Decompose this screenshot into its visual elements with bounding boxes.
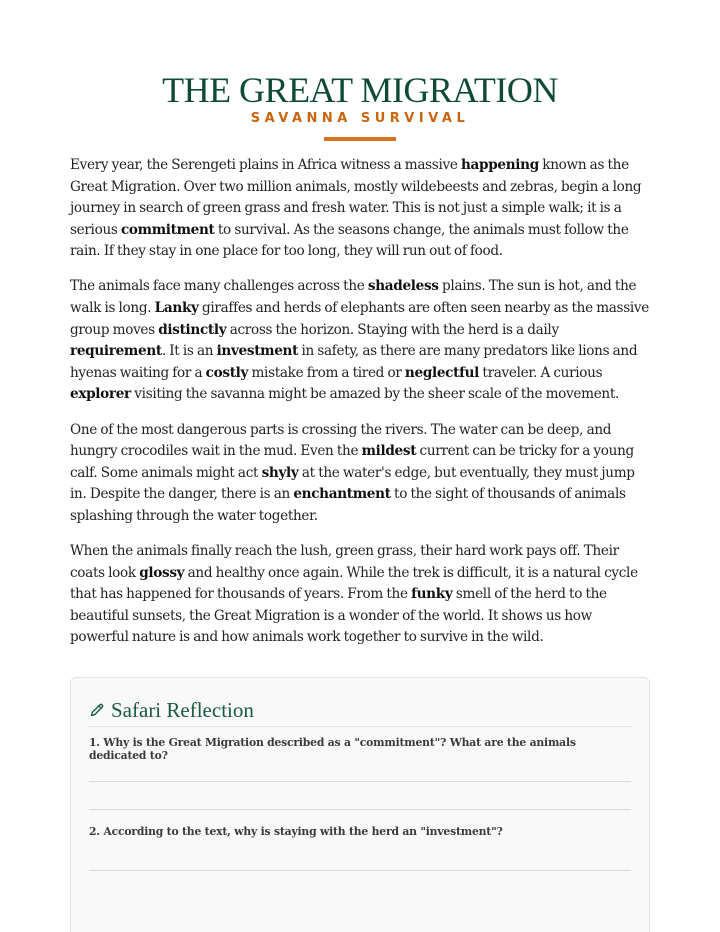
page-subtitle: SAVANNA SURVIVAL xyxy=(250,111,470,126)
vocab-word: Lanky xyxy=(154,300,199,317)
vocab-word: enchantment xyxy=(293,486,391,503)
answer-line[interactable] xyxy=(89,809,631,810)
vocab-word: commitment xyxy=(120,221,215,238)
vocab-word: neglectful xyxy=(404,364,480,381)
vocab-word: funky xyxy=(411,586,453,603)
page-title: THE GREAT MIGRATION xyxy=(162,70,558,110)
vocab-word: requirement xyxy=(70,343,162,360)
reflection-title: Safari Reflection xyxy=(111,698,254,722)
question-1: 1. Why is the Great Migration described as a "commitment"? What are the animals dedicated to? xyxy=(89,736,576,762)
story-paragraph: The animals face many challenges across the shadeless plains. The sun is hot, and the walk is long. Lanky giraffes and herds of elephants are often seen nearby as the massive group moves distinctly across the horizon. Staying with the herd is a daily requirement. It is an investment in safety, as there are many predators like lions and hyenas waiting for a costly mistake from a tired or neglectful traveler. A curious explorer visiting the savanna might be amazed by the sheer scale of the movement. xyxy=(70,278,649,403)
title-divider xyxy=(324,137,396,141)
reflection-header xyxy=(89,698,631,727)
vocab-word: shyly xyxy=(261,464,299,481)
question-2: 2. According to the text, why is staying with the herd an "investment"? xyxy=(89,825,503,838)
vocab-word: distinctly xyxy=(158,321,227,338)
story-paragraph: When the animals finally reach the lush, green grass, their hard work pays off. Their coats look glossy and healthy once again. While the trek is difficult, it is a natural cycle that has happened for thousands of years. From the funky smell of the herd to the beautiful sunsets, the Great Migration is a wonder of the world. It shows us how powerful nature is and how animals work together to survive in the wild. xyxy=(70,543,638,646)
story-text xyxy=(70,155,652,662)
vocab-word: explorer xyxy=(70,386,131,403)
story-paragraph: Every year, the Serengeti plains in Africa witness a massive happening known as the Great Migration. Over two million animals, mostly wildebeests and zebras, begin a long journey in search of green grass and fresh water. This is not just a simple walk; it is a serious commitment to survival. As the seasons change, the animals must follow the rain. If they stay in one place for too long, they will run out of food. xyxy=(70,157,642,260)
reflection-card xyxy=(70,677,650,932)
pencil-icon xyxy=(89,702,105,718)
answer-line[interactable] xyxy=(89,870,631,871)
vocab-word: shadeless xyxy=(367,278,439,295)
vocab-word: glossy xyxy=(139,564,185,581)
story-paragraph: One of the most dangerous parts is crossing the rivers. The water can be deep, and hungry crocodiles wait in the mud. Even the mildest current can be tricky for a young calf. Some animals might act shyly at the water's edge, but eventually, they must jump in. Despite the danger, there is an enchantment to the sight of thousands of animals splashing through the water together. xyxy=(70,421,635,524)
vocab-word: investment xyxy=(216,343,299,360)
answer-line[interactable] xyxy=(89,781,631,782)
vocab-word: mildest xyxy=(361,443,417,460)
vocab-word: happening xyxy=(460,157,539,173)
vocab-word: costly xyxy=(205,364,249,381)
